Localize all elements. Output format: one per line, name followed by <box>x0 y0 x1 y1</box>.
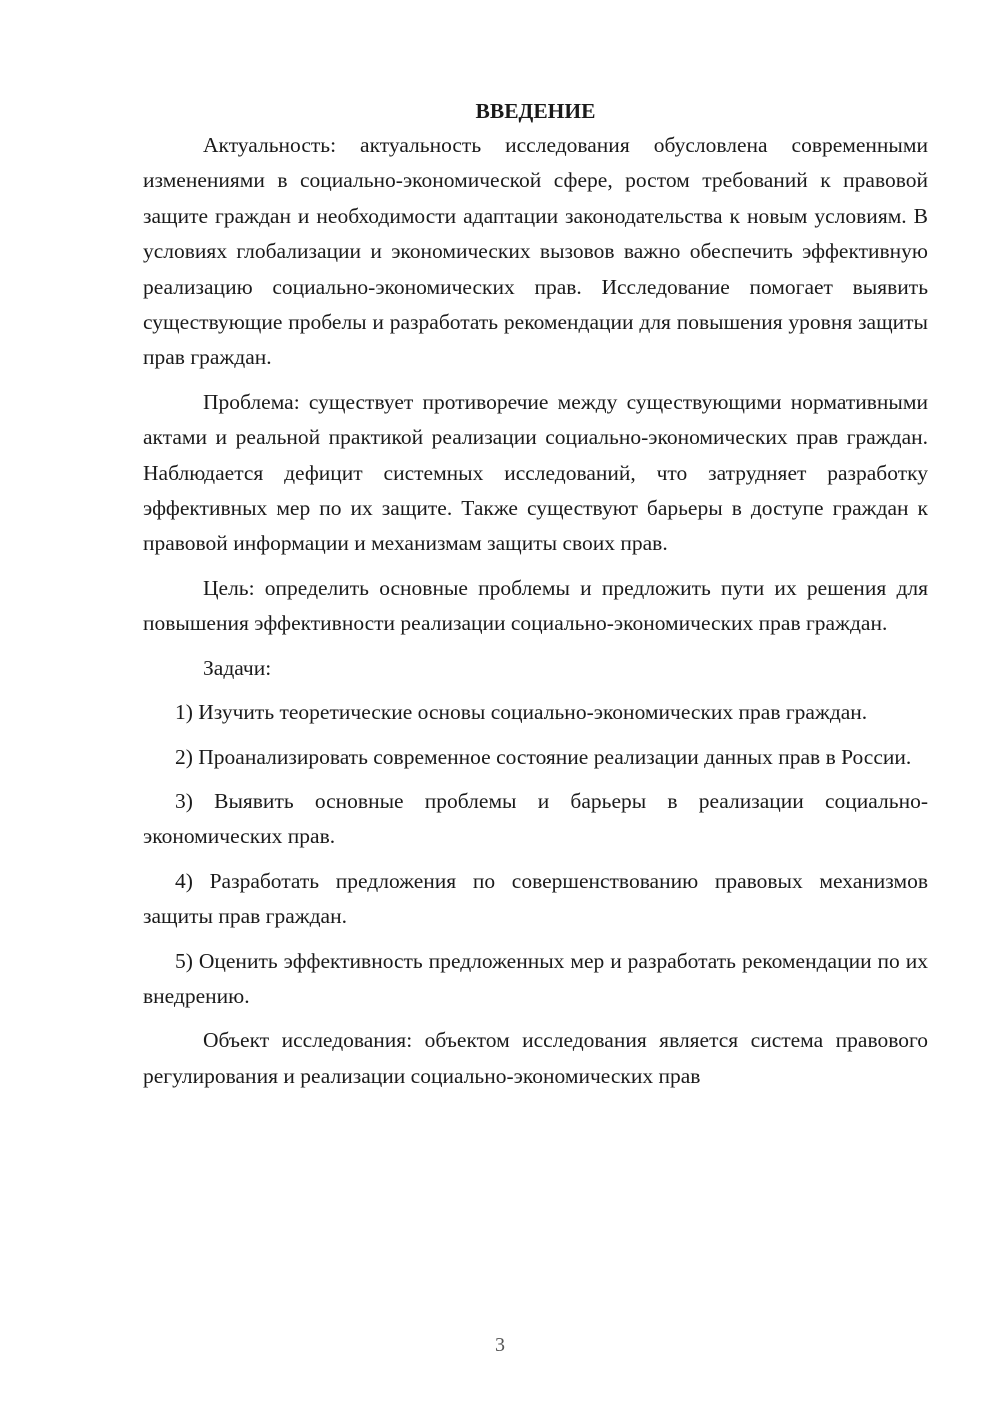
tasks-label: Задачи: <box>203 655 272 680</box>
task-item-3: 3) Выявить основные проблемы и барьеры в реализации социально-экономических прав. <box>143 788 928 849</box>
page-number: 3 <box>495 1334 505 1356</box>
task-item-5: 5) Оценить эффективность предложенных мер и разработать рекомендации по их внедрению. <box>143 948 928 1008</box>
object-paragraph: Объект исследования: объектом исследования является система правового регулирования и реализации социально-экономических прав <box>143 1028 928 1088</box>
relevance-paragraph: Актуальность: актуальность исследования обусловлена современными изменениями в социально-экономической сфере, ростом требований к правовой защите граждан и необходимости адаптации законодательства к новым условиям. В условиях глобализации и экономических вызовов важно обеспечить эффективную реализацию социально-экономических прав. Исследование помогает выявить существующие пробелы и разработать рекомендации для повышения уровня защиты прав граждан. <box>143 133 928 370</box>
goal-paragraph: Цель: определить основные проблемы и предложить пути их решения для повышения эффективности реализации социально-экономических прав граждан. <box>143 575 928 636</box>
task-item-4: 4) Разработать предложения по совершенствованию правовых механизмов защиты прав граждан. <box>143 868 928 929</box>
task-item-2: 2) Проанализировать современное состояние реализации данных прав в России. <box>175 744 912 769</box>
document-page <box>143 96 928 1094</box>
section-heading: ВВЕДЕНИЕ <box>475 99 596 123</box>
task-item-1: 1) Изучить теоретические основы социально-экономических прав граждан. <box>175 700 868 725</box>
problem-paragraph: Проблема: существует противоречие между существующими нормативными актами и реальной практикой реализации социально-экономических прав граждан. Наблюдается дефицит системных исследований, что затрудняет разработку эффективных мер по их защите. Также существуют барьеры в доступе граждан к правовой информации и механизмам защиты своих прав. <box>143 389 928 556</box>
